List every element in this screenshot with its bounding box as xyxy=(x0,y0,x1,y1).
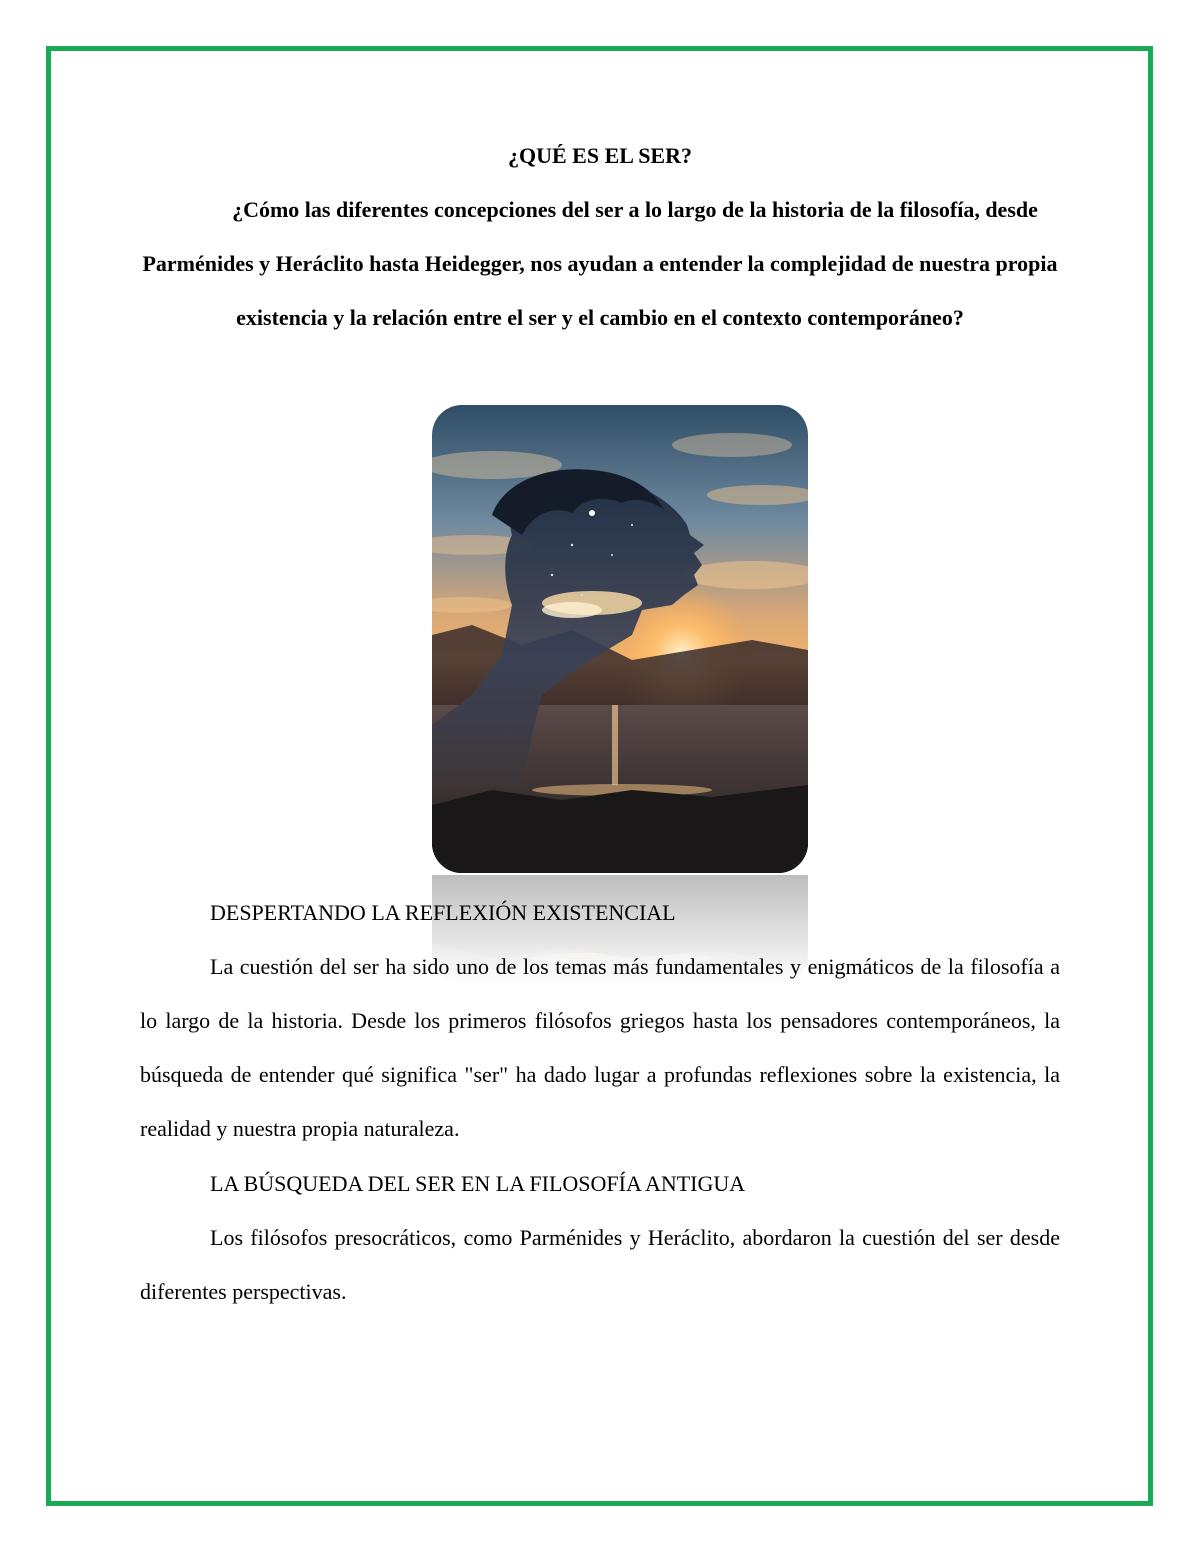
document-title: ¿QUÉ ES EL SER? xyxy=(507,143,692,168)
silhouette-head-sunset-image xyxy=(432,405,808,873)
section-heading-reflexion: DESPERTANDO LA REFLEXIÓN EXISTENCIAL xyxy=(210,900,676,925)
section-paragraph-reflexion: La cuestión del ser ha sido uno de los temas más fundamentales y enigmáticos de la filosofía a lo largo de la historia. Desde los primeros filósofos griegos hasta los pensadores contemporáneos, la búsqueda de entender qué significa "ser" ha dado lugar a profundas reflexiones sobre la existencia, la realidad y nuestra propia naturaleza. xyxy=(140,954,1060,1141)
research-question: ¿Cómo las diferentes concepciones del ser a lo largo de la historia de la filosofía, desde Parménides y Heráclito hasta Heidegger, nos ayudan a entender la complejidad de nuestra propia existencia y la relación entre el ser y el cambio en el contexto contemporáneo? xyxy=(142,197,1058,330)
section-paragraph-filosofia-antigua: Los filósofos presocráticos, como Parménides y Heráclito, abordaron la cuestión del ser desde diferentes perspectivas. xyxy=(140,1225,1060,1304)
section-heading-filosofia-antigua: LA BÚSQUEDA DEL SER EN LA FILOSOFÍA ANTIGUA xyxy=(210,1171,746,1196)
